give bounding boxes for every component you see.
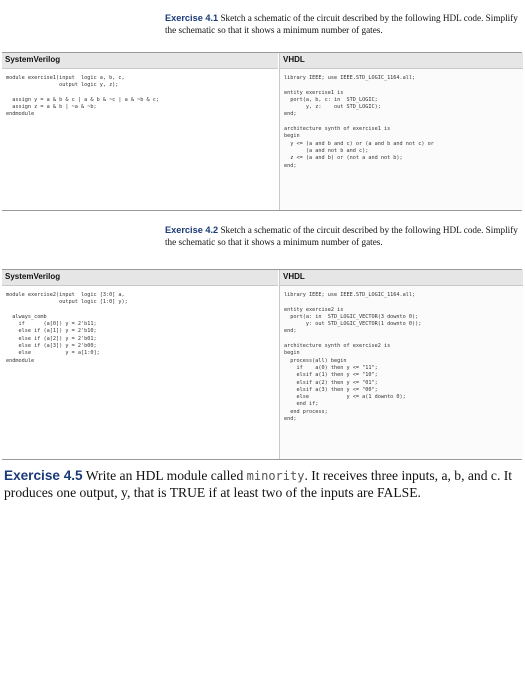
exercise-4-2-code-panel	[2, 269, 522, 460]
exercise-text: Sketch a schematic of the circuit described by the following HDL code. Simplify the schematic so that it shows a minimum number of gates.	[165, 225, 518, 247]
systemverilog-header: SystemVerilog	[2, 270, 278, 286]
vhdl-column	[279, 69, 523, 210]
systemverilog-code: module exercise1(input logic a, b, c, output logic y, z); assign y = a & b & c | a & b & ~c | a & ~b & c; assign z = a & b | ~a & ~b; endmodule	[6, 75, 160, 118]
exercise-4-1-prompt	[165, 12, 520, 36]
exercise-number: Exercise 4.1	[165, 13, 219, 23]
exercise-text-end: . It receives three inputs, a, b, and c. It produces one output, y, that is TRUE if at least two of the inputs are FALSE.	[4, 468, 513, 500]
systemverilog-column	[2, 286, 278, 459]
module-name: minority	[246, 469, 305, 483]
exercise-4-2-prompt	[165, 224, 520, 248]
exercise-number: Exercise 4.2	[165, 225, 219, 235]
systemverilog-code: module exercise2(input logic [3:0] a, output logic [1:0] y); always_comb if (a[0]) y = 2'b11; else if (a[1]) y = 2'b10; else if (a[2]) y = 2'b01; else if (a[3]) y = 2'b00; else y = a[1:0]; endmodule	[6, 292, 128, 364]
vhdl-code: library IEEE; use IEEE.STD_LOGIC_1164.all; entity exercise1 is port(a, b, c: in STD_LOGIC; y, z: out STD_LOGIC); end; architecture synth of exercise1 is begin y <= (a and b and c) or (a and b and not c) or (a and not b and c); z <= (a and b) or (not a and not b); end;	[284, 75, 434, 169]
exercise-4-5-prompt	[4, 468, 518, 501]
systemverilog-header: SystemVerilog	[2, 53, 278, 69]
vhdl-header: VHDL	[279, 270, 523, 286]
exercise-text-start: Write an HDL module called	[82, 468, 247, 483]
vhdl-header: VHDL	[279, 53, 523, 69]
systemverilog-column	[2, 69, 278, 210]
exercise-4-1-code-panel	[2, 52, 522, 211]
vhdl-code: library IEEE; use IEEE.STD_LOGIC_1164.all; entity exercise2 is port(a: in STD_LOGIC_VECTOR(3 downto 0); y: out STD_LOGIC_VECTOR(1 downto 0)); end; architecture synth of exercise2 is begin process(all) begin if a(0) then y <= "11"; elsif a(1) then y <= "10"; elsif a(2) then y <= "01"; elsif a(3) then y <= "00"; else y <= a(1 downto 0); end if; end process; end;	[284, 292, 422, 423]
exercise-number: Exercise 4.5	[4, 468, 83, 483]
exercise-text: Sketch a schematic of the circuit described by the following HDL code. Simplify the schematic so that it shows a minimum number of gates.	[165, 13, 518, 35]
vhdl-column	[279, 286, 523, 459]
